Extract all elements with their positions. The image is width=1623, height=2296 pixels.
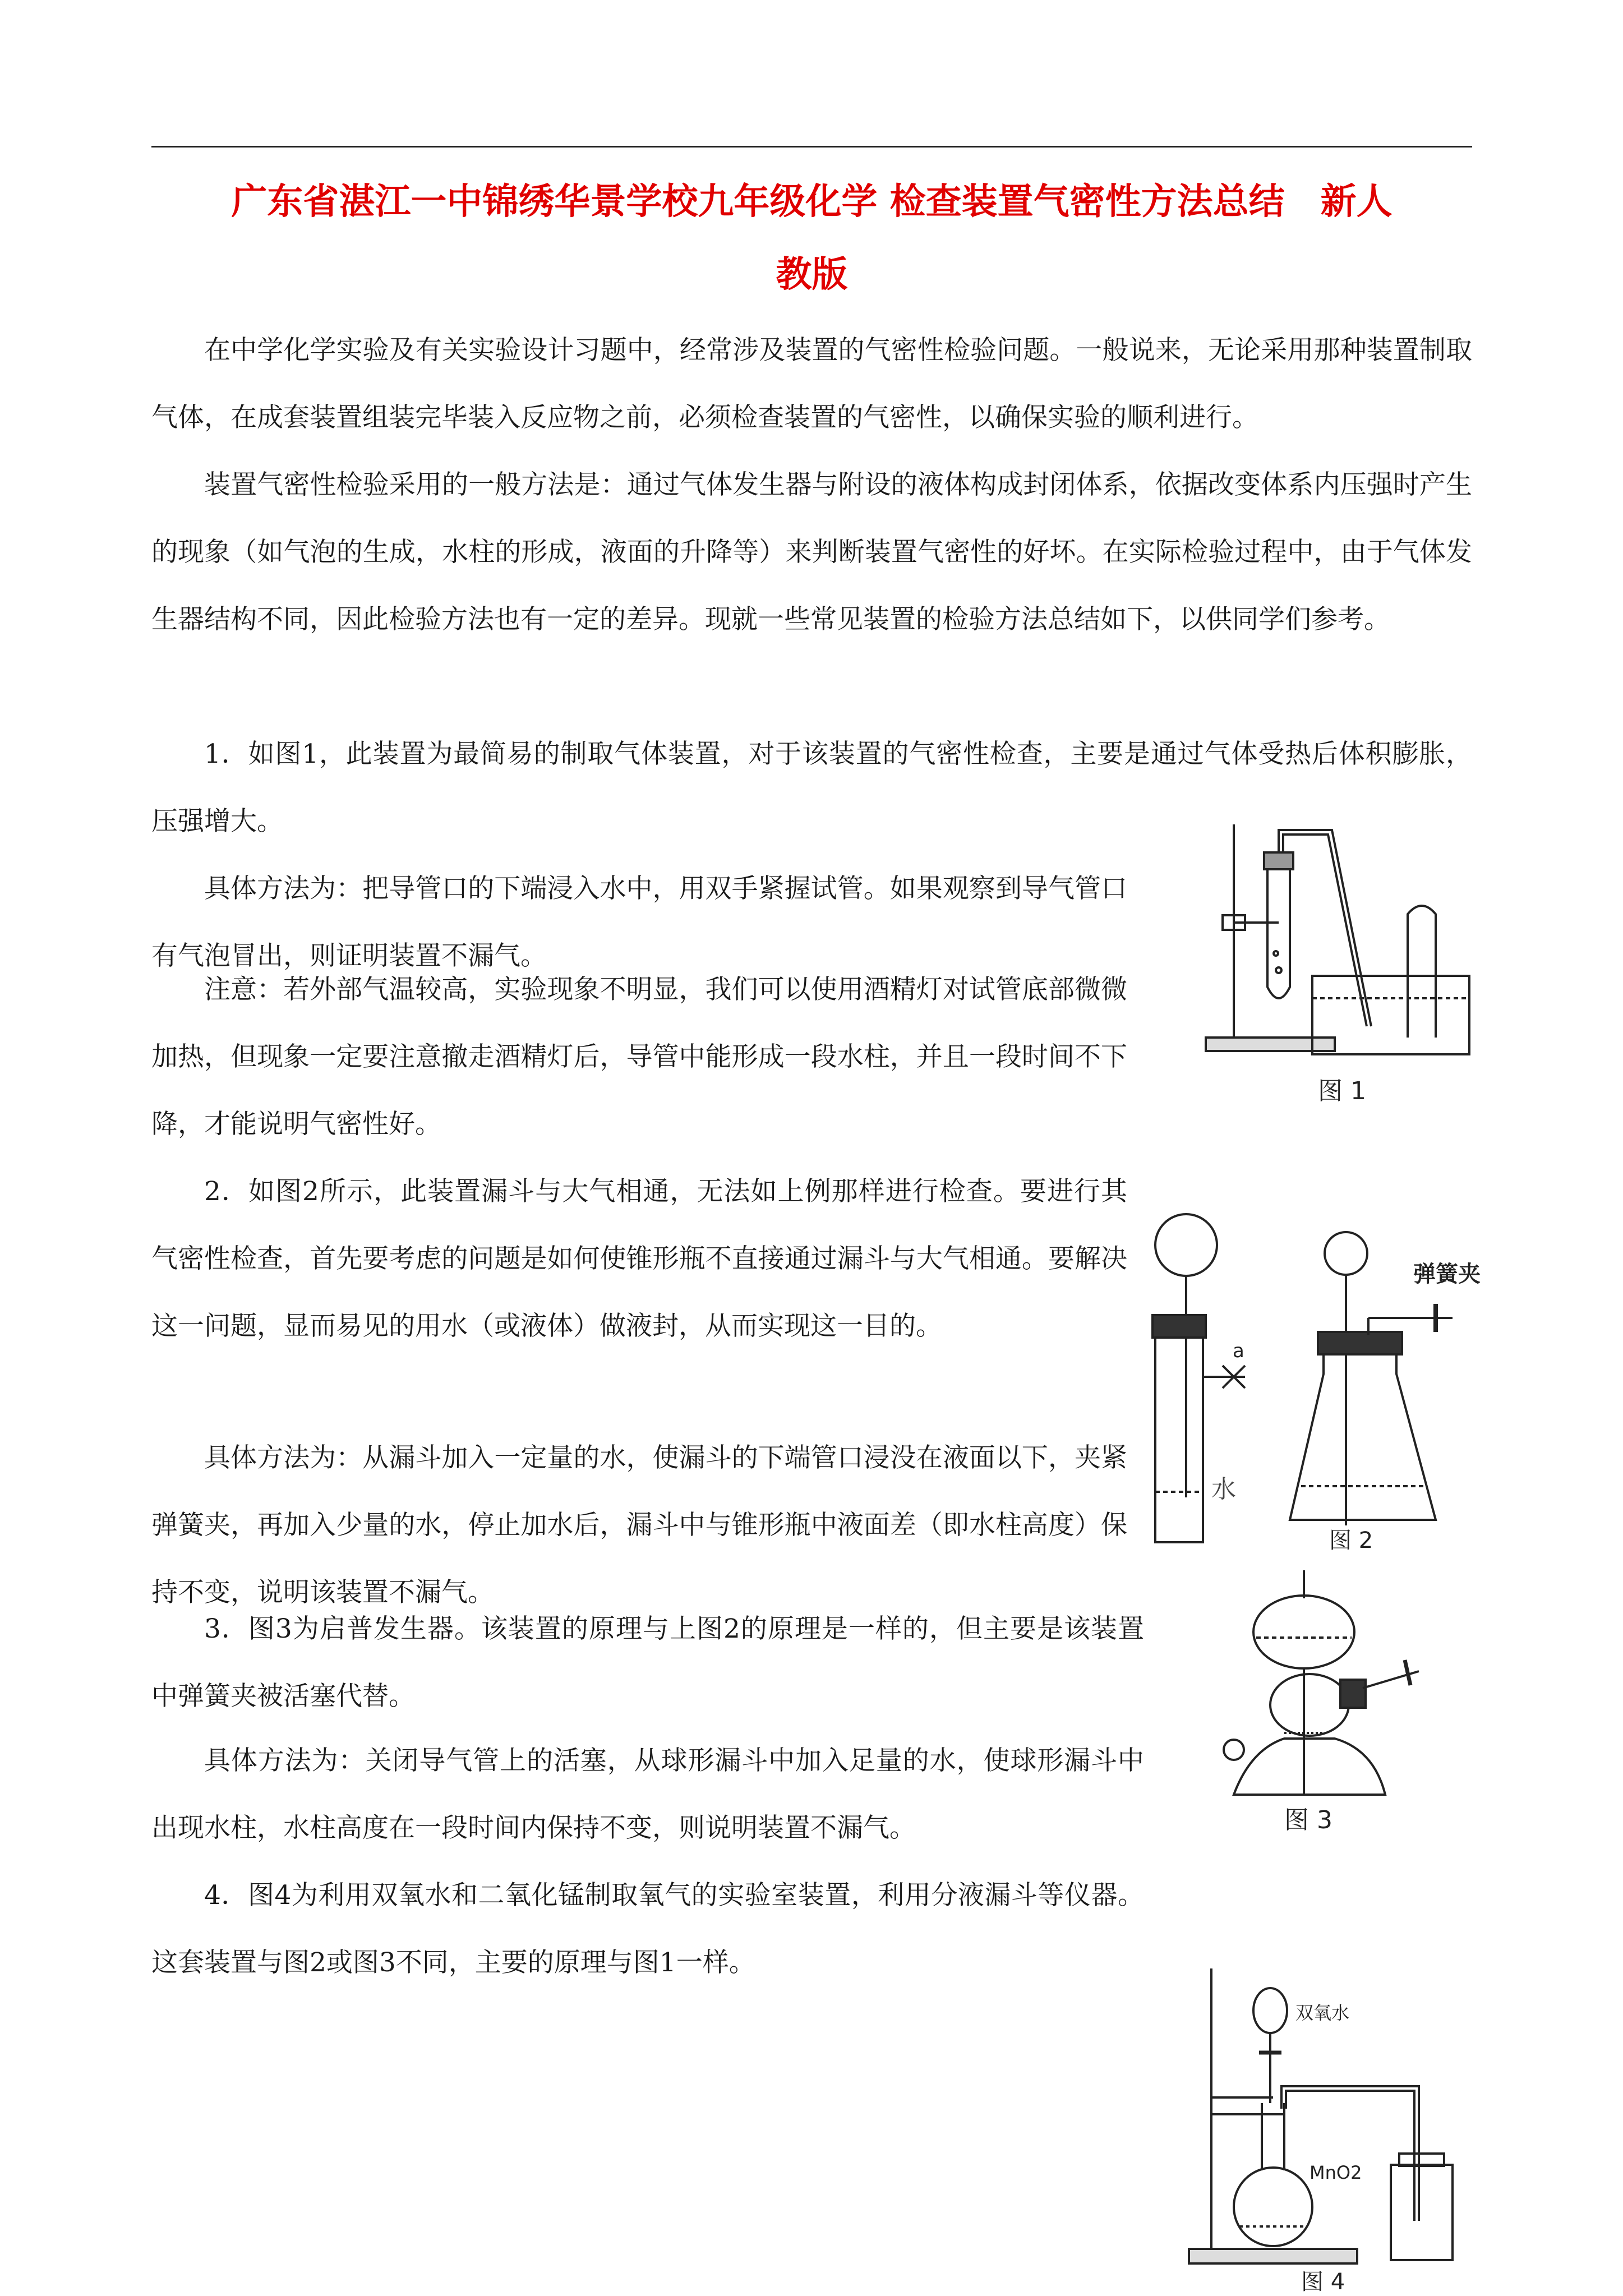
paragraph-section-1: 1．如图1，此装置为最简易的制取气体装置，对于该装置的气密性检查，主要是通过气体受热后体积膨胀，压强增大。 — [151, 739, 1472, 837]
paragraph-section-3-method: 具体方法为：关闭导气管上的活塞，从球形漏斗中加入足量的水，使球形漏斗中出现水柱，水柱高度在一段时间内保持不变，则说明装置不漏气。 — [151, 1745, 1144, 1843]
figure-2-label-a: a — [1233, 1340, 1244, 1362]
figure-1-diagram — [1200, 808, 1481, 1122]
paragraph-general-method: 装置气密性检验采用的一般方法是：通过气体发生器与附设的液体构成封闭体系，依据改变体系内压强时产生的现象（如气泡的生成，水柱的形成，液面的升降等）来判断装置气密性的好坏。在实际检验过程中，由于气体发生器结构不同，因此检验方法也有一定的差异。现就一些常见装置的检验方法总结如下，以供同学们参考。 — [151, 469, 1472, 635]
figure-3-caption: 图 3 — [1284, 1806, 1332, 1834]
paragraph-section-4: 4．图4为利用双氧水和二氧化锰制取氧气的实验室装置，利用分液漏斗等仪器。这套装置与图2或图3不同，主要的原理与图1一样。 — [151, 1880, 1144, 1978]
figure-4-diagram — [1178, 1957, 1481, 2294]
figure-4-label-mno2: MnO2 — [1310, 2162, 1362, 2183]
paragraph-section-2-method: 具体方法为：从漏斗加入一定量的水，使漏斗的下端管口浸没在液面以下，夹紧弹簧夹，再加入少量的水，停止加水后，漏斗中与锥形瓶中液面差（即水柱高度）保持不变，说明该装置不漏气。 — [151, 1442, 1127, 1608]
figure-4-label-h2o2: 双氧水 — [1295, 2002, 1350, 2023]
figure-3-diagram — [1189, 1565, 1458, 1839]
figure-2-label-clamp: 弹簧夹 — [1413, 1261, 1481, 1287]
paragraph-section-1-method: 具体方法为：把导管口的下端浸入水中，用双手紧握试管。如果观察到导气管口有气泡冒出，则证明装置不漏气。 — [151, 873, 1127, 971]
figure-3 — [1189, 1565, 1458, 1839]
figure-1-caption: 图 1 — [1318, 1077, 1366, 1105]
figure-2-label-water: 水 — [1211, 1475, 1236, 1504]
figure-2 — [1133, 1206, 1514, 1553]
figure-2-diagram — [1133, 1206, 1514, 1553]
figure-1 — [1200, 808, 1481, 1122]
paragraph-section-2: 2．如图2所示，此装置漏斗与大气相通，无法如上例那样进行检查。要进行其气密性检查，首先要考虑的问题是如何使锥形瓶不直接通过漏斗与大气相通。要解决这一问题，显而易见的用水（或液体）做液封，从而实现这一目的。 — [151, 1176, 1127, 1341]
header-rule — [151, 146, 1472, 147]
paragraph-section-1-note: 注意：若外部气温较高，实验现象不明显，我们可以使用酒精灯对试管底部微微加热，但现象一定要注意撤走酒精灯后，导管中能形成一段水柱，并且一段时间不下降，才能说明气密性好。 — [151, 974, 1127, 1140]
figure-4-caption: 图 4 — [1301, 2269, 1345, 2294]
figure-4 — [1178, 1957, 1481, 2294]
figure-2-caption: 图 2 — [1329, 1528, 1373, 1553]
document-title-line-1: 广东省湛江一中锦绣华景学校九年级化学 检查装置气密性方法总结 新人 — [231, 181, 1393, 223]
paragraph-section-3: 3．图3为启普发生器。该装置的原理与上图2的原理是一样的，但主要是该装置中弹簧夹被活塞代替。 — [151, 1613, 1144, 1712]
paragraph-intro: 在中学化学实验及有关实验设计习题中，经常涉及装置的气密性检验问题。一般说来，无论采用那种装置制取气体，在成套装置组装完毕装入反应物之前，必须检查装置的气密性，以确保实验的顺利进行。 — [151, 335, 1472, 433]
document-title-line-2: 教版 — [776, 253, 848, 296]
